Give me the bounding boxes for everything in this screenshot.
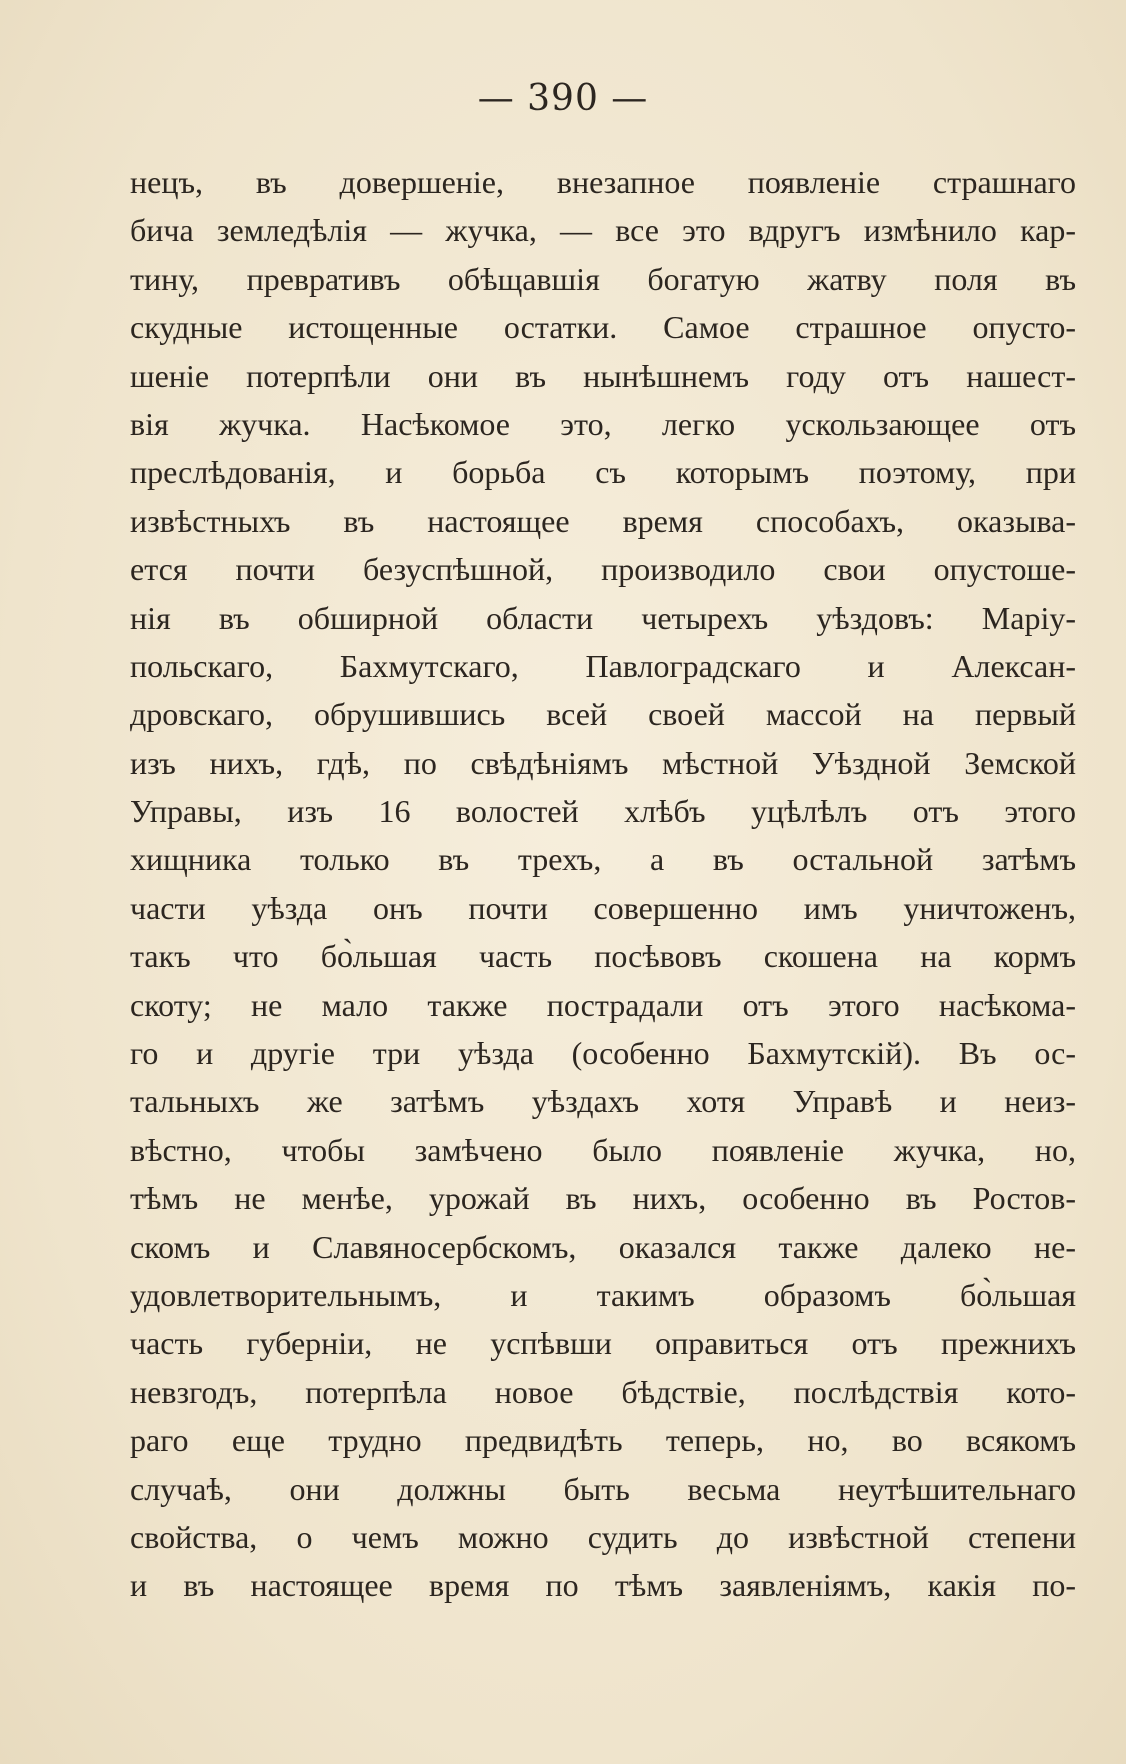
text-line: и въ настоящее время по тѣмъ заявленіямъ, какія по- xyxy=(130,1567,1076,1604)
text-line: раго еще трудно предвидѣть теперь, но, во всякомъ xyxy=(130,1422,1076,1459)
text-line: случаѣ, они должны быть весьма неутѣшительнаго xyxy=(130,1470,1076,1507)
text-line: тальныхъ же затѣмъ уѣздахъ хотя Управѣ и неиз- xyxy=(130,1083,1076,1120)
text-line: часть губерніи, не успѣвши оправиться отъ прежнихъ xyxy=(130,1325,1076,1362)
text-line: тину, превративъ обѣщавшія богатую жатву поля въ xyxy=(130,260,1076,297)
text-line: преслѣдованія, и борьба съ которымъ поэтому, при xyxy=(130,454,1076,491)
text-line: невзгодъ, потерпѣла новое бѣдствіе, послѣдствія кото- xyxy=(130,1373,1076,1410)
text-line: Управы, изъ 16 волостей хлѣбъ уцѣлѣлъ отъ этого xyxy=(130,793,1076,830)
text-line: свойства, о чемъ можно судить до извѣстной степени xyxy=(130,1518,1076,1555)
text-line: польскаго, Бахмутскаго, Павлоградскаго и Алексан- xyxy=(130,647,1076,684)
body-text xyxy=(130,158,1076,1610)
text-line: изъ нихъ, гдѣ, по свѣдѣніямъ мѣстной Уѣздной Земской xyxy=(130,744,1076,781)
text-line: части уѣзда онъ почти совершенно имъ уничтоженъ, xyxy=(130,889,1076,926)
text-line: нецъ, въ довершеніе, внезапное появленіе страшнаго xyxy=(130,164,1076,200)
text-line: скудные истощенные остатки. Самое страшное опусто- xyxy=(130,309,1076,346)
text-line: хищника только въ трехъ, а въ остальной затѣмъ xyxy=(130,841,1076,878)
text-line: такъ что бо̀льшая часть посѣвовъ скошена на кормъ xyxy=(130,938,1076,975)
text-line: извѣстныхъ въ настоящее время способахъ, оказыва- xyxy=(130,502,1076,539)
text-line: скомъ и Славяносербскомъ, оказался также далеко не- xyxy=(130,1228,1076,1265)
text-line: тѣмъ не менѣе, урожай въ нихъ, особенно въ Ростов- xyxy=(130,1180,1076,1217)
text-line: шеніе потерпѣли они въ нынѣшнемъ году отъ нашест- xyxy=(130,357,1076,394)
text-line: скоту; не мало также пострадали отъ этого насѣкома- xyxy=(130,986,1076,1023)
page-number: — 390 — xyxy=(477,78,649,119)
text-line: вія жучка. Насѣкомое это, легко ускользающее отъ xyxy=(130,405,1076,442)
text-line: ется почти безуспѣшной, производило свои опустоше- xyxy=(130,551,1076,588)
text-line: бича земледѣлія — жучка, — все это вдругъ измѣнило кар- xyxy=(130,212,1076,249)
text-line: нія въ обширной области четырехъ уѣздовъ: Маріу- xyxy=(130,599,1076,636)
text-line: вѣстно, чтобы замѣчено было появленіе жучка, но, xyxy=(130,1131,1076,1168)
text-line: удовлетворительнымъ, и такимъ образомъ бо̀льшая xyxy=(130,1276,1076,1313)
text-line: дровскаго, обрушившись всей своей массой на первый xyxy=(130,696,1076,733)
text-line: го и другіе три уѣзда (особенно Бахмутскій). Въ ос- xyxy=(130,1035,1076,1072)
